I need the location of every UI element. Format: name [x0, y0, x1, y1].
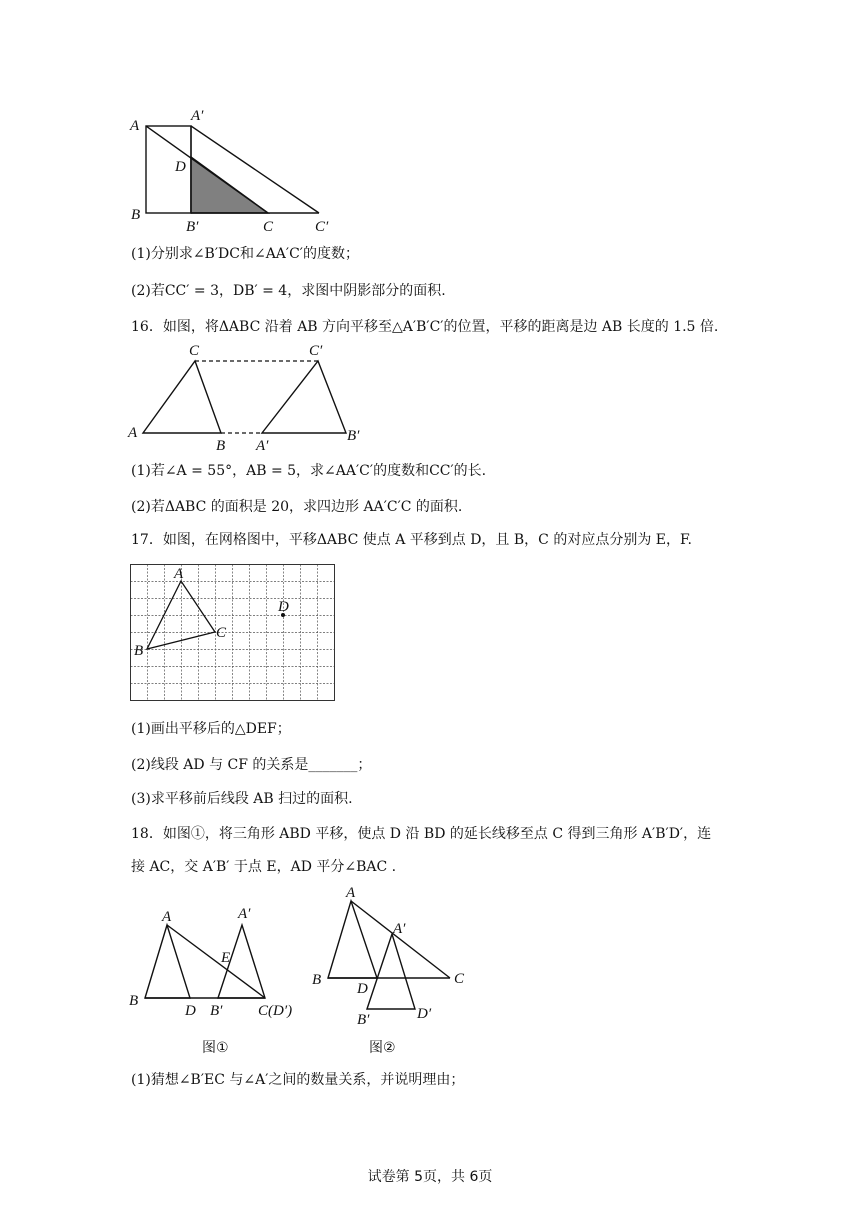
label-D: D — [357, 981, 368, 997]
label-A: A — [130, 118, 140, 134]
label-B: B — [134, 643, 144, 659]
page-footer: 试卷第 5页，共 6页 — [367, 1169, 493, 1185]
q15-part1: (1)分别求∠B′DC和∠AA′C′的度数； — [131, 246, 359, 262]
label-A: A — [174, 566, 184, 582]
label-B: B — [129, 993, 139, 1009]
label-B-prime: B′ — [186, 219, 199, 235]
label-D-prime: D′ — [417, 1006, 432, 1022]
q18-part1: (1)猜想∠B′EC 与∠A′之间的数量关系，并说明理由； — [131, 1072, 465, 1088]
label-A: A — [162, 909, 172, 925]
q17-part2: (2)线段 AD 与 CF 的关系是_______； — [131, 757, 372, 773]
label-B-prime: B′ — [210, 1003, 223, 1019]
label-B: B — [131, 207, 141, 223]
figure-q18-2 — [305, 885, 480, 1030]
figure-q16 — [125, 340, 385, 455]
q17-part3: (3)求平移前后线段 AB 扫过的面积. — [131, 791, 353, 807]
label-C-prime: C′ — [309, 343, 323, 359]
q16-part2: (2)若ΔABC 的面积是 20，求四边形 AA′C′C 的面积. — [131, 499, 463, 515]
q16-part1: (1)若∠A = 55°，AB = 5，求∠AA′C′的度数和CC′的长. — [131, 463, 487, 479]
q18-stem-line1: 18．如图①，将三角形 ABD 平移，使点 D 沿 BD 的延长线移至点 C 得到三角形 A′B′D′，连 — [131, 826, 712, 842]
label-D: D — [278, 599, 289, 615]
caption-figure-2: 图② — [369, 1040, 396, 1056]
label-A: A — [346, 885, 356, 901]
figure-q18-1 — [125, 905, 305, 1020]
label-D: D — [175, 159, 186, 175]
figure-q15 — [125, 105, 345, 235]
label-C: C — [454, 971, 465, 987]
label-A: A — [128, 425, 138, 441]
label-B-prime: B′ — [347, 428, 360, 444]
q16-stem: 16．如图，将ΔABC 沿着 AB 方向平移至△A′B′C′的位置，平移的距离是边 AB 长度的 1.5 倍. — [131, 319, 719, 335]
label-C-prime: C′ — [315, 219, 329, 235]
q15-part2: (2)若CC′ = 3，DB′ = 4，求图中阴影部分的面积. — [131, 283, 446, 299]
label-A-prime: A′ — [191, 108, 204, 124]
figure-q17-grid — [128, 562, 338, 704]
label-C: C — [216, 625, 227, 641]
label-D: D — [185, 1003, 196, 1019]
label-A-prime: A′ — [256, 438, 269, 454]
label-A-prime: A′ — [393, 921, 406, 937]
label-B: B — [312, 972, 322, 988]
label-B-prime: B′ — [357, 1012, 370, 1028]
label-C: C — [189, 343, 200, 359]
label-C-D-prime: C(D′) — [258, 1003, 293, 1019]
label-E: E — [221, 950, 231, 966]
q18-stem-line2: 接 AC，交 A′B′ 于点 E，AD 平分∠BAC . — [131, 859, 397, 875]
label-B: B — [216, 438, 226, 454]
q17-part1: (1)画出平移后的△DEF； — [131, 721, 291, 737]
label-A-prime: A′ — [238, 906, 251, 922]
q17-stem: 17．如图，在网格图中，平移ΔABC 使点 A 平移到点 D，且 B，C 的对应点分别为 E，F. — [131, 532, 692, 548]
label-C: C — [263, 219, 274, 235]
caption-figure-1: 图① — [202, 1040, 229, 1056]
